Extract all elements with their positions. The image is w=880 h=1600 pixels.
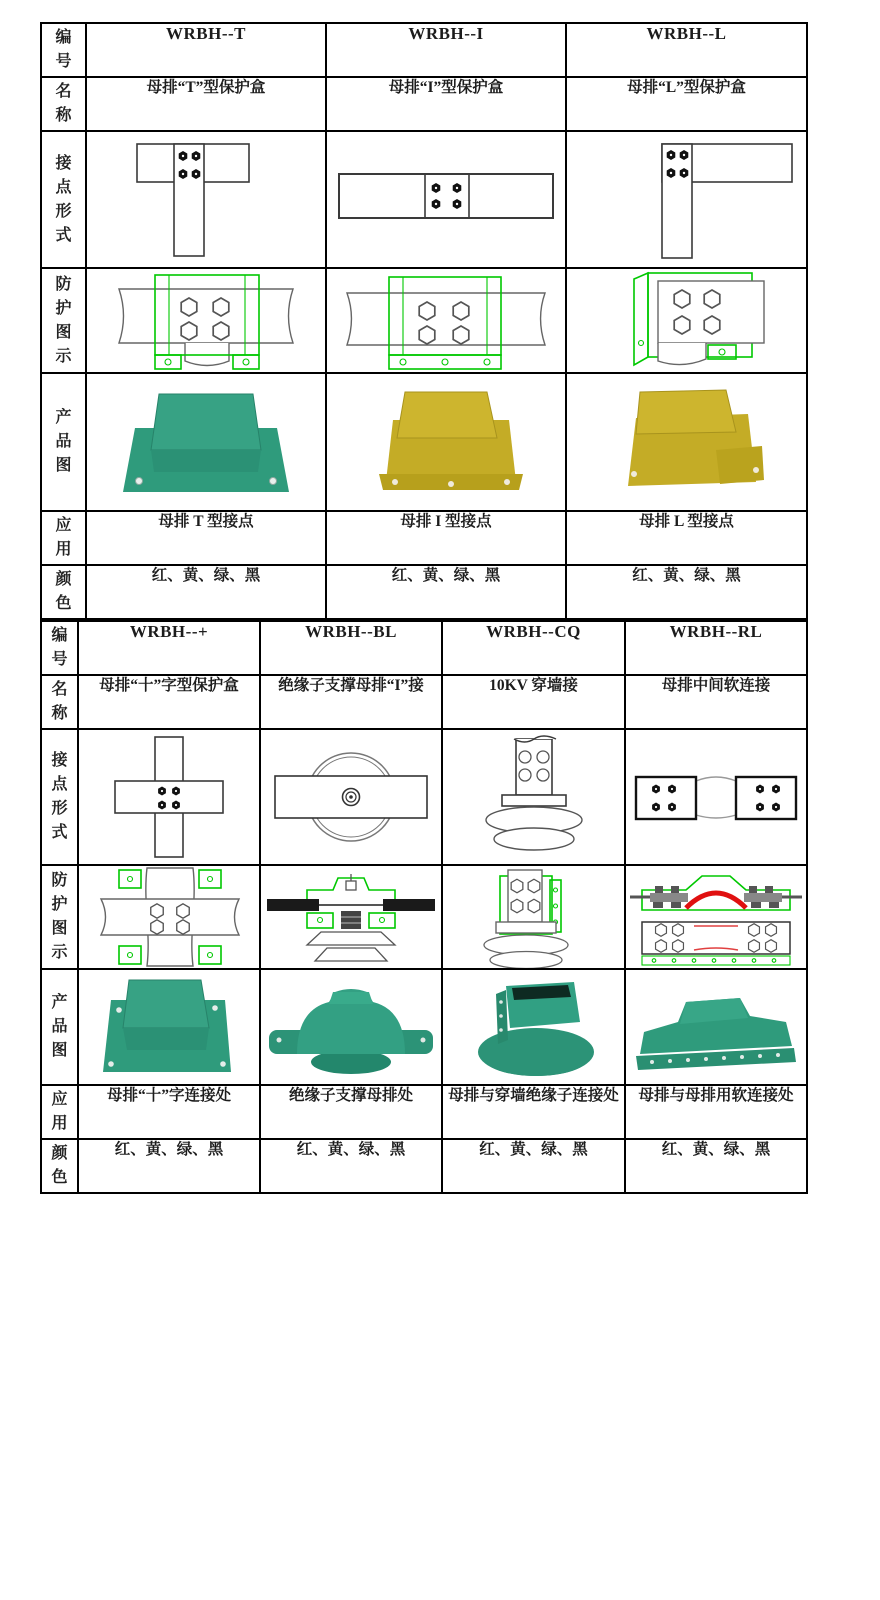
row-label-application: 应用: [41, 1085, 78, 1139]
i-protection-diagram: [329, 269, 563, 372]
insulator-top-view-diagram: [263, 731, 439, 863]
product-photo-green-long-cover: [628, 970, 804, 1084]
code-cell: WRBH--+: [78, 621, 260, 675]
name-cell: 母排“十”字型保护盒: [78, 675, 260, 729]
color-cell: 红、黄、绿、黑: [78, 1139, 260, 1193]
color-cell: 红、黄、绿、黑: [86, 565, 326, 619]
wall-bushing-joint-diagram: [446, 731, 622, 863]
table-row: [41, 1139, 807, 1193]
name-cell: 母排“T”型保护盒: [86, 77, 326, 131]
name-cell: 母排中间软连接: [625, 675, 807, 729]
row-label-application: 应用: [41, 511, 86, 565]
cross-protection-diagram: [81, 866, 257, 968]
row-label-joint-form: 接点形式: [41, 729, 78, 865]
table-row: [41, 77, 807, 131]
flexible-protection-diagram: [628, 866, 804, 968]
product-photo-yellow-i-box: [329, 374, 563, 510]
name-cell: 母排“I”型保护盒: [326, 77, 566, 131]
color-cell: 红、黄、绿、黑: [260, 1139, 442, 1193]
color-cell: 红、黄、绿、黑: [326, 565, 566, 619]
row-label-protection: 防护图示: [41, 865, 78, 969]
code-cell: WRBH--L: [566, 23, 807, 77]
table-row: [41, 1085, 807, 1139]
code-cell: WRBH--I: [326, 23, 566, 77]
table-row: [41, 865, 807, 969]
row-label-code: 编号: [41, 23, 86, 77]
row-label-code: 编号: [41, 621, 78, 675]
row-label-color: 颜色: [41, 1139, 78, 1193]
row-label-color: 颜色: [41, 565, 86, 619]
product-photo-yellow-l-box: [570, 374, 804, 510]
l-joint-diagram: [570, 134, 804, 265]
application-cell: 绝缘子支撑母排处: [260, 1085, 442, 1139]
i-joint-diagram: [329, 134, 563, 265]
table-row: [41, 373, 807, 511]
code-cell: WRBH--T: [86, 23, 326, 77]
table-row: [41, 268, 807, 373]
table-row: [41, 131, 807, 268]
row-label-joint-form: 接点形式: [41, 131, 86, 268]
product-photo-green-t-box: [89, 374, 323, 510]
application-cell: 母排“十”字连接处: [78, 1085, 260, 1139]
table-row: [41, 621, 807, 675]
application-cell: 母排 I 型接点: [326, 511, 566, 565]
row-label-product: 产品图: [41, 373, 86, 511]
application-cell: 母排 T 型接点: [86, 511, 326, 565]
row-label-product: 产品图: [41, 969, 78, 1085]
name-cell: 母排“L”型保护盒: [566, 77, 807, 131]
spec-table-1: [40, 22, 808, 620]
application-cell: 母排与母排用软连接处: [625, 1085, 807, 1139]
spec-table-2: [40, 620, 808, 1194]
application-cell: 母排与穿墙绝缘子连接处: [442, 1085, 625, 1139]
color-cell: 红、黄、绿、黑: [566, 565, 807, 619]
name-cell: 绝缘子支撑母排“I”接: [260, 675, 442, 729]
application-cell: 母排 L 型接点: [566, 511, 807, 565]
insulator-protection-diagram: [263, 866, 439, 968]
color-cell: 红、黄、绿、黑: [442, 1139, 625, 1193]
color-cell: 红、黄、绿、黑: [625, 1139, 807, 1193]
row-label-protection: 防护图示: [41, 268, 86, 373]
name-cell: 10KV 穿墙接: [442, 675, 625, 729]
table-row: [41, 969, 807, 1085]
code-cell: WRBH--RL: [625, 621, 807, 675]
code-cell: WRBH--CQ: [442, 621, 625, 675]
product-photo-green-dome-cover: [263, 970, 439, 1084]
l-protection-diagram: [570, 269, 804, 372]
code-cell: WRBH--BL: [260, 621, 442, 675]
row-label-name: 名称: [41, 675, 78, 729]
wall-bushing-protection-diagram: [446, 866, 622, 968]
t-joint-diagram: [89, 134, 323, 265]
table-row: [41, 511, 807, 565]
product-photo-green-cross-box: [81, 970, 257, 1084]
table-row: [41, 675, 807, 729]
table-row: [41, 23, 807, 77]
cross-joint-diagram: [81, 731, 257, 863]
t-protection-diagram: [89, 269, 323, 372]
flexible-joint-diagram: [628, 731, 804, 863]
product-photo-green-funnel-cover: [446, 970, 622, 1084]
row-label-name: 名称: [41, 77, 86, 131]
table-row: [41, 565, 807, 619]
table-row: [41, 729, 807, 865]
